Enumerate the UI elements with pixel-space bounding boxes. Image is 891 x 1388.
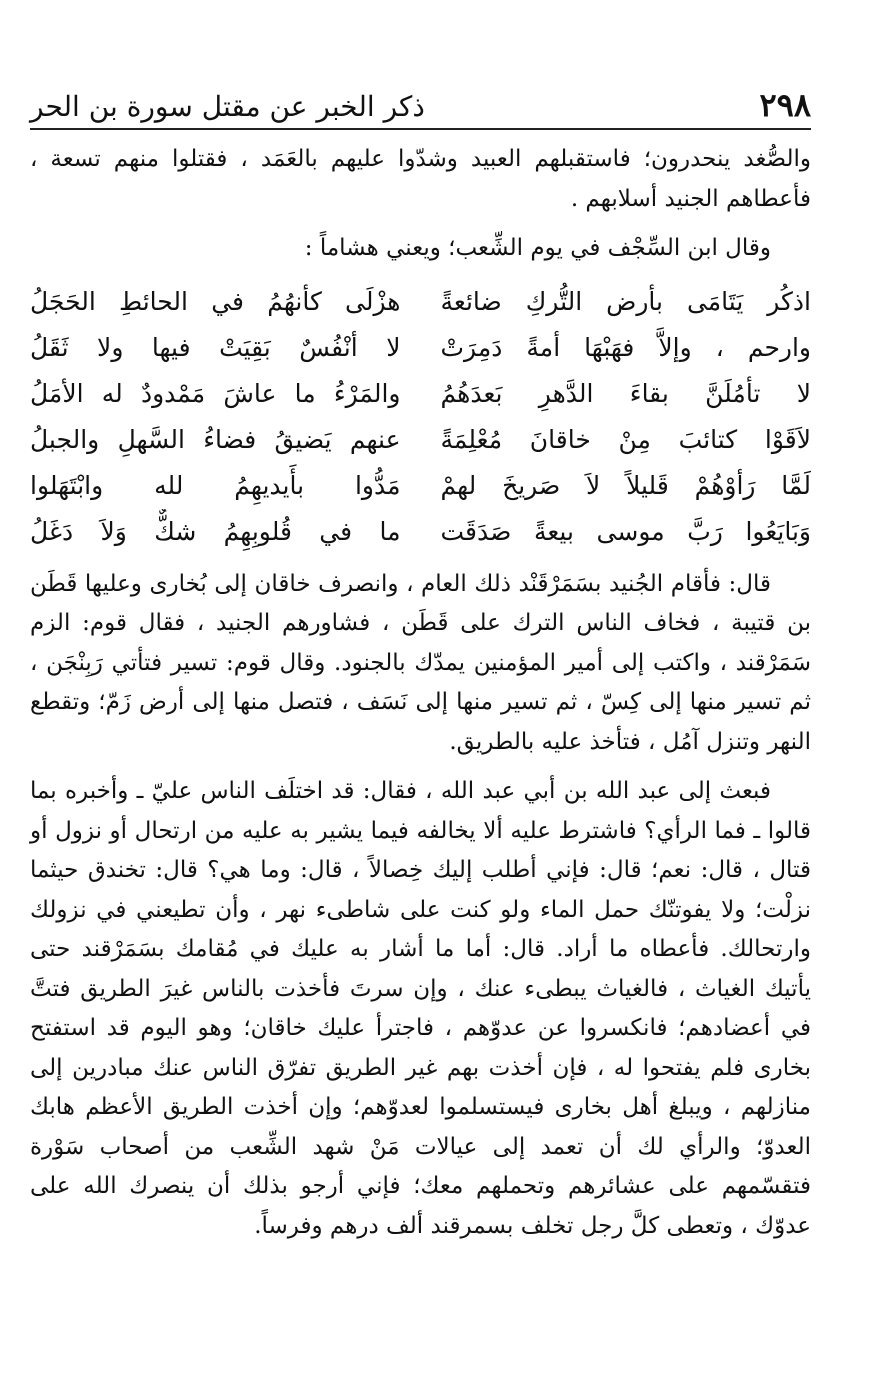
verse-2-second-hemistich: لا أنْفُسٌ بَقِيَتْ فيها ولا ثَقَلُ <box>30 332 401 362</box>
paragraph-3: قال: فأقام الجُنيد بسَمَرْقَنْد ذلك العام ، وانصرف خاقان إلى بُخارى وعليها قَطَن بن قتيبة ، فخاف الناس الترك على قَطَن ، فشاورهم الجنيد ، فقال قوم: الزم سَمَرْقند ، واكتب إلى أمير المؤمنين يمدّك بالجنود. وقال قوم: تسير فتأتي رَبِنْجَن ، ثم تسير منها إلى كِسّ ، ثم تسير منها إلى نَسَف ، فتصل منها إلى أرض زَمّ؛ وتقطع النهر وتنزل آمُل ، فتأخذ عليه بالطريق. <box>30 570 811 755</box>
page-header <box>30 72 811 130</box>
verse-5-first-hemistich: لَمَّا رَأوْهُمْ قَليلاً لاَ صَريخَ لهمْ <box>440 470 811 500</box>
paragraph-2: وقال ابن السِّجْف في يوم الشِّعب؛ ويعني هشاماً : <box>304 235 771 261</box>
verse-3-first-hemistich: لا تأمُلَنَّ بقاءَ الدَّهرِ بَعدَهُمُ <box>440 378 811 408</box>
verse-1-first-hemistich: اذكُر يَتَامَى بأرض التُّركِ ضائعةً <box>440 286 811 316</box>
verse-3-second-hemistich: والمَرْءُ ما عاشَ مَمْدودٌ له الأمَلُ <box>30 378 401 408</box>
verse-6-second-hemistich: ما في قُلوبِهِمُ شكٌّ وَلاَ دَغَلُ <box>30 516 401 546</box>
verse-6-first-hemistich: وَبَايَعُوا رَبَّ موسى بيعةً صَدَقَت <box>440 516 811 546</box>
verse-4-second-hemistich: عنهم يَضيقُ فضاءُ السَّهلِ والجبلُ <box>30 424 401 454</box>
verse-2-first-hemistich: وارحم ، وإلاَّ فهَبْهَا أمةً دَمِرَتْ <box>440 332 811 362</box>
paragraph-1: والصُّغد ينحدرون؛ فاستقبلهم العبيد وشدّوا عليهم بالعَمَد ، فقتلوا منهم تسعة ، فأعطاهم الجنيد أسلابهم . <box>30 146 811 212</box>
verse-5-second-hemistich: مَدُّوا بأَيديهِمُ لله وابْتَهَلوا <box>30 470 401 500</box>
verse-4-first-hemistich: لاَقَوْا كتائبَ مِنْ خاقانَ مُعْلِمَةً <box>440 424 811 454</box>
running-title: ذكر الخبر عن مقتل سورة بن الحر <box>30 90 425 123</box>
paragraph-4: فبعث إلى عبد الله بن أبي عبد الله ، فقال: قد اختلَف الناس عليّ ـ وأخبره بما قالوا ـ فما الرأي؟ فاشترط عليه ألا يخالفه فيما يشير به عليه من ارتحال أو نزول أو قتال ، قال: نعم؛ قال: فإني أطلب إليك خِصالاً ، قال: وما هي؟ قال: تخندق حيثما نزلْت؛ ولا يفوتنّك حمل الماء ولو كنت على شاطىء نهر ، وأن تطيعني في نزولك وارتحالك. فأعطاه ما أراد. قال: أما ما أشار به عليك في مُقامك بسَمَرْقند حتى يأتيك الغياث ، فالغياث يبطىء عنك ، وإن سرتَ فأخذت بالناس غيرَ الطريق فتتَّ في أعضادهم؛ فانكسروا عن عدوّهم ، فاجترأ عليك خاقان؛ وهو اليوم قد استفتح بخارى فلم يفتحوا له ، فإن أخذت بهم غير الطريق تفرّق الناس عنك مبادرين إلى منازلهم ، ويبلغ أهل بخارى فيستسلموا لعدوّهم؛ وإن أخذت الطريق الأعظم هابك العدوّ؛ والرأي لك أن تعمد إلى عيالات مَنْ شهد الشِّعب من أصحاب سَوْرة فتقسّمهم على عشائرهم وتحملهم معك؛ فإني أرجو بذلك أن ينصرك الله على عدوّك ، وتعطى كلَّ رجل تخلف بسمرقند ألف درهم وفرساً. <box>30 778 811 1239</box>
verse-1-second-hemistich: هزْلَى كأنهُمُ في الحائطِ الحَجَلُ <box>30 286 401 316</box>
poem <box>30 279 811 555</box>
body-text <box>30 140 811 1256</box>
page-number: ٢٩٨ <box>759 86 811 124</box>
